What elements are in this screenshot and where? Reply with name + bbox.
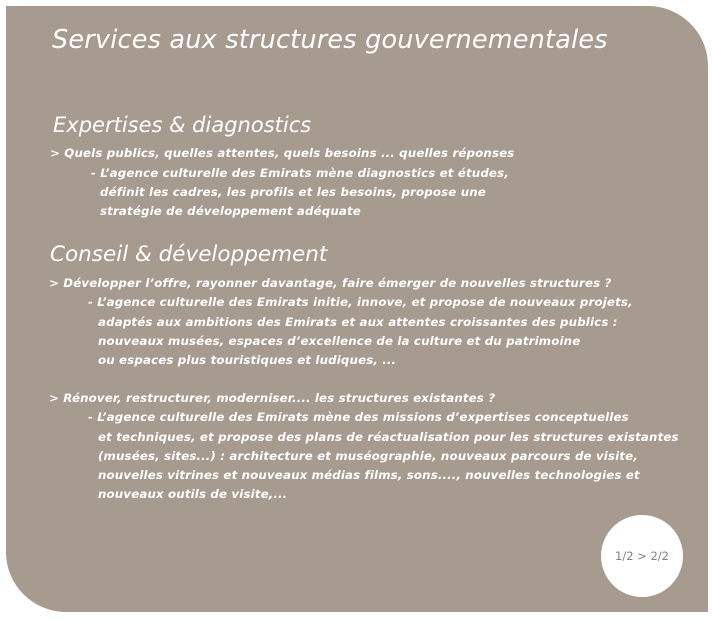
pagination-badge[interactable] (601, 515, 683, 597)
section-text-line: > Rénover, restructurer, moderniser.... les structures existantes ? (49, 391, 496, 405)
section-text-line: ou espaces plus touristiques et ludiques, ... (98, 353, 397, 367)
section-text-line: adaptés aux ambitions des Emirats et aux attentes croissantes des publics : (98, 315, 618, 329)
pagination-label: 1/2 > 2/2 (615, 549, 669, 563)
section-text-line: nouveaux musées, espaces d’excellence de la culture et du patrimoine (98, 334, 581, 348)
section-text-line: nouvelles vitrines et nouveaux médias films, sons...., nouvelles technologies et (98, 468, 640, 482)
section-text-line: définit les cadres, les profils et les besoins, propose une (100, 185, 486, 199)
section-text-line: et techniques, et propose des plans de réactualisation pour les structures existantes (98, 430, 679, 444)
section-text-line: > Quels publics, quelles attentes, quels besoins ... quelles réponses (50, 146, 515, 160)
section-text-line: - L’agence culturelle des Emirats mène des missions d’expertises conceptuelles (88, 410, 629, 424)
section-heading-expertises: Expertises & diagnostics (53, 113, 312, 137)
section-heading-conseil: Conseil & développement (50, 242, 328, 267)
section-text-line: nouveaux outils de visite,... (98, 487, 288, 501)
section-text-line: - L’agence culturelle des Emirats mène diagnostics et études, (91, 166, 509, 180)
section-text-line: (musées, sites...) : architecture et muséographie, nouveaux parcours de visite, (98, 449, 638, 463)
content-panel (6, 6, 708, 612)
page-title: Services aux structures gouvernementales (52, 25, 608, 55)
section-text-line: stratégie de développement adéquate (100, 204, 361, 218)
section-text-line: - L’agence culturelle des Emirats initie, innove, et propose de nouveaux projets, (88, 295, 633, 309)
section-text-line: > Développer l’offre, rayonner davantage, faire émerger de nouvelles structures ? (49, 276, 612, 290)
